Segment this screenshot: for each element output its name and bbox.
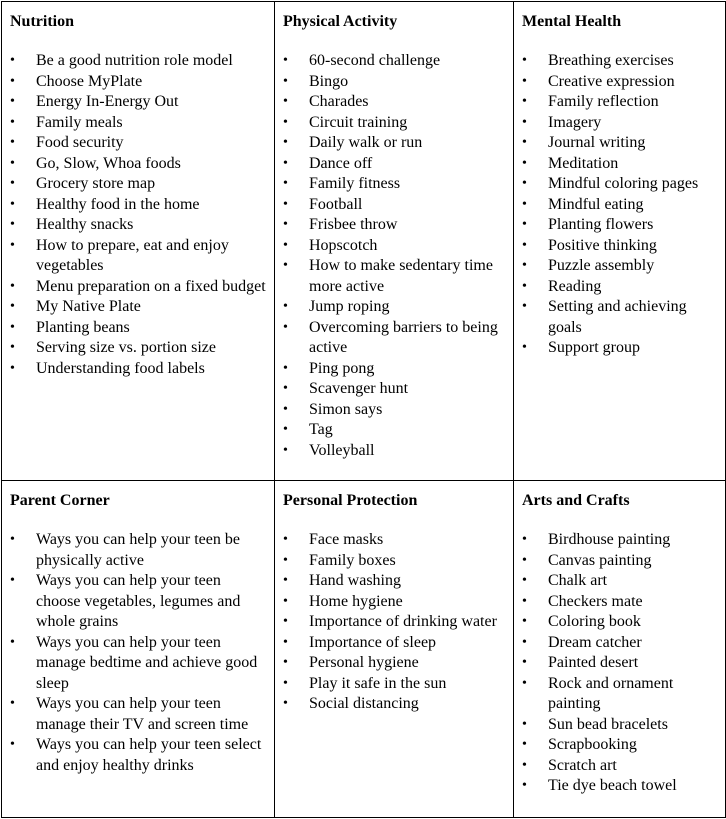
list-item-text: Frisbee throw [309,216,398,233]
list-item-text: Scratch art [548,756,617,774]
list-item-text: Ways you can help your teen manage bedtime and achieve good sleep [36,633,258,692]
section-list [10,530,268,776]
list-item [283,297,507,318]
section-cell-mental-health [514,2,726,481]
bullet-icon: • [283,634,288,650]
list-item-text: Planting beans [36,318,130,336]
bullet-icon: • [283,176,288,191]
list-item-text: Ways you can help your teen be physically active [36,531,240,569]
list-item [10,277,268,298]
list-item-text: Hopscotch [309,236,378,254]
section-cell-nutrition [2,2,275,481]
bullet-icon: • [10,135,15,150]
list-item [522,277,719,298]
bullet-icon: • [283,114,288,130]
list-item [283,653,507,674]
list-item-text: Daily walk or run [309,134,423,151]
list-item-text: Breathing exercises [548,52,674,69]
list-item-text: How to prepare, eat and enjoy vegetables [36,236,229,274]
list-item [522,633,719,654]
bullet-icon: • [522,114,527,130]
list-item [10,215,268,236]
list-item [522,113,719,134]
list-item-text: Positive thinking [548,236,657,254]
section-list [283,530,507,715]
bullet-icon: • [522,53,527,68]
list-item-text: 60-second challenge [309,52,441,69]
list-item-text: Serving size vs. portion size [36,339,216,356]
bullet-icon: • [522,593,527,609]
list-item-text: Charades [309,93,369,110]
bullet-icon: • [522,299,527,314]
section-title: Arts and Crafts [522,492,630,509]
bullet-icon: • [10,737,15,752]
list-item-text: Simon says [309,400,383,418]
list-item [283,195,507,216]
bullet-icon: • [283,319,288,335]
bullet-icon: • [10,114,15,130]
list-item-text: Rock and ornament painting [548,674,674,712]
list-item [522,174,719,195]
bullet-icon: • [283,73,288,89]
list-item-text: Social distancing [309,695,419,712]
section-title: Nutrition [10,13,74,30]
bullet-icon: • [522,737,527,752]
bullet-icon: • [283,299,288,314]
list-item [10,236,268,277]
list-item-text: Dream catcher [548,633,642,651]
list-item-text: Dance off [309,154,373,172]
bullet-icon: • [522,237,527,253]
list-item [283,551,507,572]
list-item-text: Hand washing [309,572,401,589]
section-list [10,51,268,379]
list-item [283,530,507,551]
list-item [283,359,507,380]
list-item-text: Volleyball [309,441,375,459]
list-item-text: Mindful eating [548,195,644,213]
list-item-text: Ways you can help your teen choose vegetables, legumes and whole grains [36,572,241,630]
list-item-text: Understanding food labels [36,359,205,377]
list-item-text: Bingo [309,72,349,90]
list-item [283,72,507,93]
section-title: Mental Health [522,13,622,30]
list-item-text: Creative expression [548,72,675,90]
bullet-icon: • [522,778,527,793]
bullet-icon: • [10,73,15,89]
list-item-text: Journal writing [548,134,646,151]
bullet-icon: • [522,634,527,650]
list-item-text: Chalk art [548,572,608,589]
list-item-text: Setting and achieving goals [548,298,687,336]
list-item-text: Face masks [309,531,384,548]
list-item [522,674,719,715]
list-item-text: Tie dye beach towel [548,777,677,794]
bullet-icon: • [283,381,288,396]
list-item [522,571,719,592]
list-item [10,174,268,195]
list-item [283,571,507,592]
list-item-text: Family meals [36,113,123,131]
list-item-text: Football [309,195,363,213]
list-item [522,653,719,674]
list-item [283,113,507,134]
list-item [10,92,268,113]
bullet-icon: • [10,634,15,650]
bullet-icon: • [283,442,288,458]
bullet-icon: • [10,319,15,335]
list-item [283,694,507,715]
section-title: Parent Corner [10,492,110,509]
list-item [522,133,719,154]
list-item [10,318,268,339]
bullet-icon: • [522,675,527,691]
list-item-text: Play it safe in the sun [309,674,447,692]
bullet-icon: • [283,655,288,670]
list-item [283,592,507,613]
list-item-text: Sun bead bracelets [548,715,668,733]
list-item [283,379,507,400]
cell-content [514,481,725,797]
bullet-icon: • [522,73,527,89]
list-item [522,92,719,113]
list-item-text: Overcoming barriers to being active [309,318,498,356]
list-item-text: Importance of drinking water [309,613,497,630]
bullet-icon: • [283,573,288,588]
list-item [283,215,507,236]
section-cell-personal-protection [275,481,514,818]
bullet-icon: • [10,340,15,355]
list-item [10,51,268,72]
list-item [283,236,507,257]
bullet-icon: • [283,552,288,568]
bullet-icon: • [10,237,15,253]
list-item-text: Food security [36,134,124,151]
bullet-icon: • [522,552,527,568]
bullet-icon: • [283,94,288,109]
list-item-text: Family reflection [548,93,659,110]
list-item-text: Canvas painting [548,551,652,569]
list-item-text: Family fitness [309,175,401,192]
bullet-icon: • [283,593,288,609]
list-item-text: Meditation [548,154,619,172]
list-item [283,318,507,359]
bullet-icon: • [283,258,288,273]
bullet-icon: • [283,360,288,376]
list-item [283,612,507,633]
bullet-icon: • [10,217,15,232]
list-item-text: Coloring book [548,613,641,630]
section-list [522,530,719,797]
bullet-icon: • [10,696,15,711]
bullet-icon: • [283,422,288,437]
list-item-text: Reading [548,277,602,295]
list-item [283,154,507,175]
cell-content [2,481,274,776]
list-item-text: Family boxes [309,551,396,569]
list-item-text: Jump roping [309,298,390,315]
bullet-icon: • [522,757,527,773]
topics-table [1,1,726,818]
bullet-icon: • [283,53,288,68]
list-item [522,551,719,572]
list-item [10,72,268,93]
section-list [522,51,719,359]
bullet-icon: • [10,176,15,191]
list-item [283,133,507,154]
list-item [10,297,268,318]
list-item [10,735,268,776]
bullet-icon: • [522,532,527,547]
bullet-icon: • [522,176,527,191]
bullet-icon: • [10,155,15,171]
list-item-text: Healthy food in the home [36,195,200,213]
list-item-text: Mindful coloring pages [548,175,699,192]
list-item [10,338,268,359]
list-item [10,195,268,216]
list-item-text: Grocery store map [36,175,156,192]
cell-content [2,2,274,379]
list-item-text: Personal hygiene [309,654,419,671]
list-item [10,133,268,154]
cell-content [514,2,725,359]
bullet-icon: • [10,278,15,294]
bullet-icon: • [283,217,288,232]
list-item-text: Scavenger hunt [309,380,409,397]
list-item-text: Importance of sleep [309,633,437,651]
list-item [522,195,719,216]
bullet-icon: • [10,53,15,68]
bullet-icon: • [522,155,527,171]
list-item [10,571,268,633]
list-item-text: How to make sedentary time more active [309,257,493,295]
list-item [283,674,507,695]
bullet-icon: • [10,299,15,314]
cell-content [275,481,513,715]
list-item [283,633,507,654]
list-item [522,236,719,257]
list-item [522,735,719,756]
list-item [10,633,268,695]
bullet-icon: • [522,217,527,232]
list-item-text: Imagery [548,113,602,131]
list-item [522,338,719,359]
list-item-text: Healthy snacks [36,216,134,233]
list-item [522,215,719,236]
list-item-text: Scrapbooking [548,736,637,753]
list-item [283,51,507,72]
bullet-icon: • [283,237,288,253]
list-item [522,256,719,277]
list-item [522,72,719,93]
list-item-text: Planting flowers [548,216,654,233]
list-item [10,113,268,134]
bullet-icon: • [522,196,527,212]
list-item-text: Ways you can help your teen manage their TV and screen time [36,695,249,733]
list-item [522,756,719,777]
bullet-icon: • [283,532,288,547]
list-item [522,592,719,613]
list-item [283,92,507,113]
bullet-icon: • [522,278,527,294]
section-cell-arts-and-crafts [514,481,726,818]
section-cell-physical-activity [275,2,514,481]
bullet-icon: • [283,675,288,691]
list-item [10,694,268,735]
list-item [283,400,507,421]
bullet-icon: • [522,716,527,732]
list-item-text: Tag [309,421,333,438]
bullet-icon: • [522,340,527,355]
section-list [283,51,507,461]
list-item [283,174,507,195]
list-item-text: Painted desert [548,654,639,671]
list-item-text: Circuit training [309,113,408,131]
bullet-icon: • [522,573,527,588]
list-item [283,256,507,297]
bullet-icon: • [10,94,15,109]
list-item [522,776,719,797]
list-item-text: Birdhouse painting [548,531,671,548]
list-item [10,154,268,175]
table-row [2,2,726,481]
list-item [522,51,719,72]
cell-content [275,2,513,461]
list-item [283,441,507,462]
list-item [283,420,507,441]
list-item-text: Support group [548,339,640,356]
list-item [522,715,719,736]
list-item [522,530,719,551]
section-cell-parent-corner [2,481,275,818]
list-item-text: Menu preparation on a fixed budget [36,277,266,295]
table-row [2,481,726,818]
bullet-icon: • [283,696,288,711]
list-item-text: Checkers mate [548,592,643,610]
list-item-text: Energy In-Energy Out [36,93,179,110]
list-item [10,359,268,380]
bullet-icon: • [283,135,288,150]
bullet-icon: • [522,135,527,150]
bullet-icon: • [283,196,288,212]
list-item [10,530,268,571]
bullet-icon: • [522,614,527,629]
list-item-text: Puzzle assembly [548,257,655,274]
list-item-text: Ping pong [309,359,375,377]
list-item [522,297,719,338]
bullet-icon: • [522,94,527,109]
bullet-icon: • [283,155,288,171]
bullet-icon: • [283,614,288,629]
section-title: Physical Activity [283,13,398,30]
list-item-text: Go, Slow, Whoa foods [36,154,181,172]
bullet-icon: • [522,258,527,273]
bullet-icon: • [283,401,288,417]
section-title: Personal Protection [283,492,418,509]
list-item [522,154,719,175]
bullet-icon: • [10,196,15,212]
list-item-text: Ways you can help your teen select and enjoy healthy drinks [36,736,262,774]
bullet-icon: • [10,573,15,588]
list-item [522,612,719,633]
list-item-text: My Native Plate [36,298,141,315]
bullet-icon: • [522,655,527,670]
list-item-text: Home hygiene [309,592,403,610]
list-item-text: Choose MyPlate [36,72,143,90]
list-item-text: Be a good nutrition role model [36,52,233,69]
bullet-icon: • [10,532,15,547]
bullet-icon: • [10,360,15,376]
